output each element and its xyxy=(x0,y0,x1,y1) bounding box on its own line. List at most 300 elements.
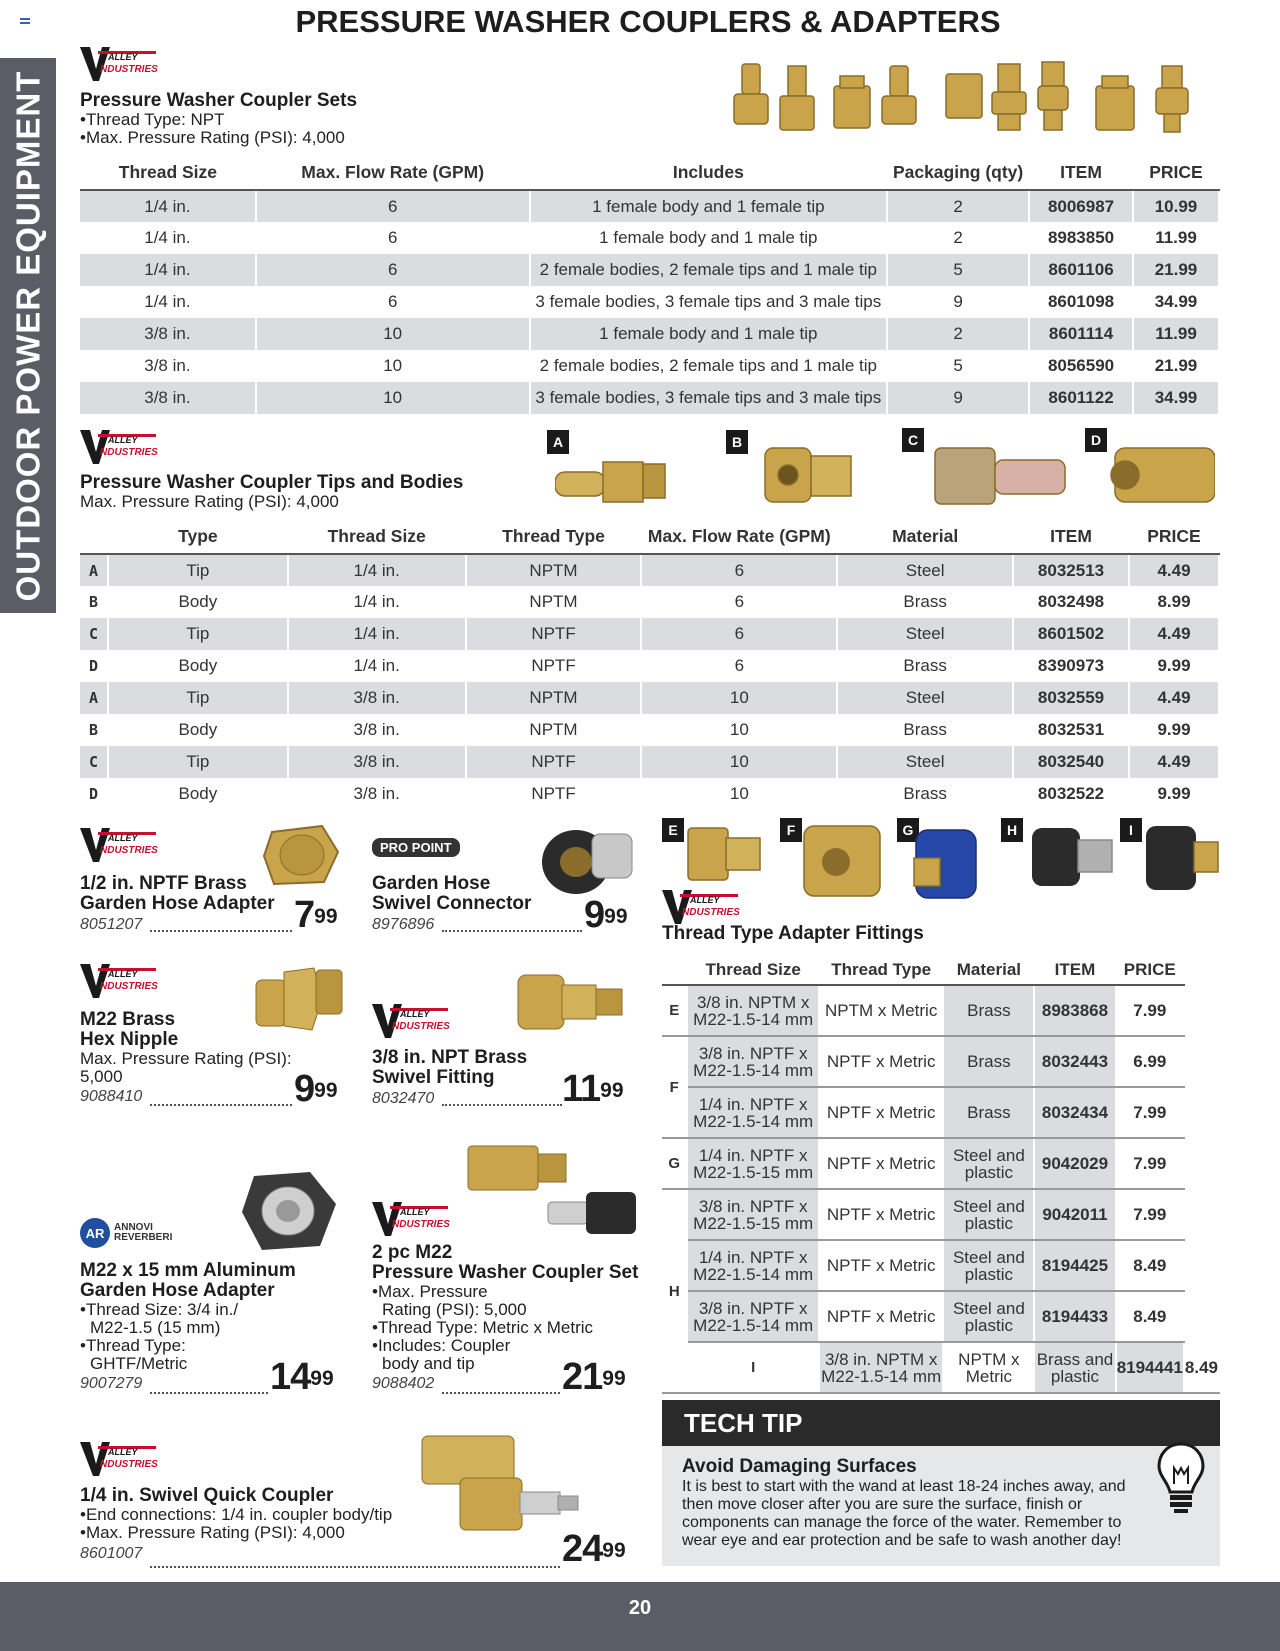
tips-bodies-title: Pressure Washer Coupler Tips and Bodies xyxy=(80,472,464,493)
table-cell: NPTF xyxy=(466,746,642,778)
table-cell: D xyxy=(80,778,108,810)
table-cell: 4.49 xyxy=(1129,682,1219,714)
product-title: 1/4 in. Swivel Quick Coupler xyxy=(80,1485,334,1506)
table-cell: NPTM xyxy=(466,586,642,618)
thread-adapters-table xyxy=(662,955,1220,1394)
table-cell: 8032522 xyxy=(1013,778,1129,810)
table-cell: 7.99 xyxy=(1116,1138,1184,1189)
table-cell: B xyxy=(80,586,108,618)
product-spec: body and tip xyxy=(382,1354,475,1373)
table-cell: 8032443 xyxy=(1034,1036,1115,1087)
brass-adapter-info xyxy=(80,874,275,934)
table-row xyxy=(662,1342,1219,1393)
table-cell: 8056590 xyxy=(1029,350,1133,382)
table-row xyxy=(80,554,1219,586)
product-spec: •Thread Size: 3/4 in./ xyxy=(80,1300,239,1319)
column-header: PRICE xyxy=(1116,955,1184,985)
table-header-row xyxy=(80,156,1219,190)
product-title: 2 pc M22 xyxy=(372,1242,453,1263)
table-cell: 1/4 in. xyxy=(80,286,256,318)
swivel-quick-coupler-info xyxy=(80,1486,392,1563)
product-title: Garden Hose xyxy=(372,873,491,894)
table-cell: NPTF x Metric xyxy=(819,1189,944,1240)
table-cell: Brass and plastic xyxy=(1034,1342,1115,1393)
tips-bodies-image xyxy=(555,440,1215,510)
aluminum-adapter-image xyxy=(240,1170,340,1252)
column-header: ITEM xyxy=(1029,156,1133,190)
table-row xyxy=(80,190,1219,222)
table-cell: C xyxy=(80,746,108,778)
table-cell: 8.99 xyxy=(1129,586,1219,618)
column-header: Thread Size xyxy=(687,955,818,985)
valley-industries-logo xyxy=(80,45,158,83)
annovi-reverberi-logo xyxy=(80,1218,173,1248)
table-cell: 11.99 xyxy=(1133,318,1219,350)
table-cell: 2 female bodies, 2 female tips and 1 male tip xyxy=(530,350,888,382)
table-cell: 8.49 xyxy=(1184,1342,1219,1393)
table-row xyxy=(662,985,1219,1036)
table-cell: 6 xyxy=(256,286,530,318)
table-cell: 1/4 in. xyxy=(288,554,466,586)
product-sku: 9088402 xyxy=(372,1375,435,1392)
image-label-i: I xyxy=(1120,818,1142,842)
table-cell: 10 xyxy=(256,318,530,350)
swivel-connector-image xyxy=(538,820,638,900)
svg-text:ALLEY: ALLEY xyxy=(108,52,138,62)
thread-adapters-title: Thread Type Adapter Fittings xyxy=(662,923,924,944)
table-cell: Steel xyxy=(837,746,1013,778)
table-cell: 6 xyxy=(256,190,530,222)
product-title: Garden Hose Adapter xyxy=(80,1280,275,1301)
coupler-sets-spec: •Thread Type: NPT xyxy=(80,110,225,129)
product-price: $21^{99}$ xyxy=(562,1356,626,1398)
coupler-sets-table xyxy=(80,156,1220,414)
product-spec: •End connections: 1/4 in. coupler body/tip xyxy=(80,1505,393,1524)
svg-text:ALLEY: ALLEY xyxy=(108,1447,138,1457)
svg-text:NDUSTRIES: NDUSTRIES xyxy=(100,447,158,458)
table-cell: 3/8 in. NPTF x M22-1.5-14 mm xyxy=(687,1291,818,1342)
table-cell: Steel and plastic xyxy=(943,1189,1034,1240)
table-cell: G xyxy=(662,1138,687,1189)
table-cell: 8.49 xyxy=(1116,1240,1184,1291)
product-sku: 8032470 xyxy=(372,1090,435,1107)
table-cell: 9 xyxy=(887,382,1029,414)
product-spec: •Max. Pressure Rating (PSI): 4,000 xyxy=(80,1523,345,1542)
product-price: $24^{99}$ xyxy=(562,1528,626,1570)
table-cell: NPTF x Metric xyxy=(819,1087,944,1138)
table-cell: 3/8 in. xyxy=(288,714,466,746)
table-cell: 6 xyxy=(256,254,530,286)
table-cell: NPTF x Metric xyxy=(819,1240,944,1291)
table-cell: 6 xyxy=(641,650,837,682)
coupler-sets-body xyxy=(80,190,1219,414)
table-cell: 3/8 in. xyxy=(80,318,256,350)
table-cell: 11.99 xyxy=(1133,222,1219,254)
column-header: Thread Size xyxy=(288,520,466,554)
product-price: $7^{99}$ xyxy=(294,894,338,936)
product-sku: 9007279 xyxy=(80,1375,143,1392)
column-header: Thread Type xyxy=(819,955,944,985)
table-cell: Brass xyxy=(837,650,1013,682)
table-cell: 1/4 in. xyxy=(288,650,466,682)
table-row xyxy=(80,254,1219,286)
side-tab xyxy=(0,58,56,613)
product-sku: 9088410 xyxy=(80,1088,143,1105)
table-cell: 1/4 in. xyxy=(80,190,256,222)
product-spec: •Thread Type: Metric x Metric xyxy=(372,1318,594,1337)
product-title: Garden Hose Adapter xyxy=(80,893,275,914)
table-cell: 8601106 xyxy=(1029,254,1133,286)
table-cell: H xyxy=(662,1189,687,1393)
tech-tip-heading: TECH TIP xyxy=(662,1400,1220,1446)
side-tab-label: OUTDOOR POWER EQUIPMENT xyxy=(9,70,46,601)
table-cell: Tip xyxy=(108,746,288,778)
svg-text:ALLEY: ALLEY xyxy=(108,969,138,979)
table-cell: NPTM x Metric xyxy=(819,985,944,1036)
table-cell: Tip xyxy=(108,682,288,714)
table-cell: 8.49 xyxy=(1116,1291,1184,1342)
column-header: Max. Flow Rate (GPM) xyxy=(641,520,837,554)
valley-industries-logo xyxy=(662,888,740,926)
table-cell: 8390973 xyxy=(1013,650,1129,682)
product-spec: •Max. Pressure xyxy=(372,1282,488,1301)
table-cell: 4.49 xyxy=(1129,618,1219,650)
table-cell: 8032531 xyxy=(1013,714,1129,746)
table-cell: 34.99 xyxy=(1133,382,1219,414)
table-cell: 8032513 xyxy=(1013,554,1129,586)
table-cell: 1 female body and 1 female tip xyxy=(530,190,888,222)
table-cell: 9.99 xyxy=(1129,650,1219,682)
svg-text:NDUSTRIES: NDUSTRIES xyxy=(100,845,158,856)
table-cell: 1/4 in. xyxy=(80,222,256,254)
svg-text:NDUSTRIES: NDUSTRIES xyxy=(100,981,158,992)
table-cell: 1 female body and 1 male tip xyxy=(530,318,888,350)
table-cell: NPTF x Metric xyxy=(819,1138,944,1189)
image-label-e: E xyxy=(662,818,684,842)
pro-point-logo: PRO POINT xyxy=(372,838,460,857)
product-price: $9^{99}$ xyxy=(294,1068,338,1110)
table-cell: NPTM xyxy=(466,682,642,714)
table-cell: C xyxy=(80,618,108,650)
table-cell: 8601502 xyxy=(1013,618,1129,650)
column-header: Type xyxy=(108,520,288,554)
table-cell: 4.49 xyxy=(1129,746,1219,778)
table-cell: Steel and plastic xyxy=(943,1291,1034,1342)
column-header: ITEM xyxy=(1034,955,1115,985)
table-cell: 21.99 xyxy=(1133,350,1219,382)
swivel-fitting-image xyxy=(516,965,626,1035)
table-cell: 8601098 xyxy=(1029,286,1133,318)
table-cell: 9042011 xyxy=(1034,1189,1115,1240)
product-title: Swivel Fitting xyxy=(372,1067,495,1088)
table-cell: Brass xyxy=(837,586,1013,618)
table-cell: 10.99 xyxy=(1133,190,1219,222)
table-cell: 21.99 xyxy=(1133,254,1219,286)
table-cell: 10 xyxy=(641,682,837,714)
table-cell: 8983850 xyxy=(1029,222,1133,254)
valley-industries-logo xyxy=(80,826,158,864)
table-cell: 8032559 xyxy=(1013,682,1129,714)
table-cell: 7.99 xyxy=(1116,1189,1184,1240)
table-cell: 8194425 xyxy=(1034,1240,1115,1291)
table-row xyxy=(80,318,1219,350)
table-cell: Steel and plastic xyxy=(943,1240,1034,1291)
product-price: $11^{99}$ xyxy=(562,1068,624,1110)
valley-industries-logo xyxy=(80,428,158,466)
swivel-quick-coupler-image xyxy=(420,1430,584,1540)
product-sku: 8051207 xyxy=(80,916,143,933)
table-cell: 5 xyxy=(887,350,1029,382)
lightbulb-icon xyxy=(1156,1440,1206,1516)
table-header-row xyxy=(80,520,1219,554)
table-cell: 9042029 xyxy=(1034,1138,1115,1189)
table-row xyxy=(662,1087,1219,1138)
table-cell: 8983868 xyxy=(1034,985,1115,1036)
coupler-sets-spec: •Max. Pressure Rating (PSI): 4,000 xyxy=(80,128,345,147)
svg-text:NDUSTRIES: NDUSTRIES xyxy=(100,1459,158,1470)
table-cell: 10 xyxy=(641,778,837,810)
table-row xyxy=(80,682,1219,714)
column-header: Thread Size xyxy=(80,156,256,190)
table-cell: 8194441 xyxy=(1116,1342,1184,1393)
product-price: $14^{99}$ xyxy=(270,1356,334,1398)
table-cell: Steel xyxy=(837,682,1013,714)
table-cell: F xyxy=(662,1036,687,1138)
coupler-set-fittings-image xyxy=(730,58,1200,148)
table-cell: 2 xyxy=(887,190,1029,222)
table-cell: 7.99 xyxy=(1116,1087,1184,1138)
image-label-h: H xyxy=(1001,818,1023,842)
image-label-b: B xyxy=(726,430,748,454)
table-cell: Tip xyxy=(108,554,288,586)
table-cell: 3/8 in. NPTF x M22-1.5-15 mm xyxy=(687,1189,818,1240)
table-cell: E xyxy=(662,985,687,1036)
image-label-d: D xyxy=(1085,428,1107,452)
table-row xyxy=(80,286,1219,318)
swivel-connector-info xyxy=(372,874,531,934)
column-header: ITEM xyxy=(1013,520,1129,554)
svg-text:NDUSTRIES: NDUSTRIES xyxy=(682,907,740,918)
table-row xyxy=(80,382,1219,414)
table-row xyxy=(80,778,1219,810)
table-cell: 4.49 xyxy=(1129,554,1219,586)
thread-adapter-image xyxy=(686,818,1220,904)
product-spec: •Thread Type: xyxy=(80,1336,186,1355)
tips-bodies-spec: Max. Pressure Rating (PSI): 4,000 xyxy=(80,492,339,511)
table-cell: A xyxy=(80,554,108,586)
aluminum-adapter-info xyxy=(80,1261,296,1393)
valley-industries-logo xyxy=(372,1002,450,1040)
product-title: 3/8 in. NPT Brass xyxy=(372,1047,528,1068)
table-cell: Steel and plastic xyxy=(943,1138,1034,1189)
product-spec: Max. Pressure Rating (PSI): xyxy=(80,1049,292,1068)
table-cell: 5 xyxy=(887,254,1029,286)
table-cell: 1/4 in. NPTF x M22-1.5-15 mm xyxy=(687,1138,818,1189)
tech-tip-body: It is best to start with the wand at least 18-24 inches away, and then move closer after you are sure the surface, finish or components can manage the force of the water. Remember to wear eye and ear protection and be safe to wash another day! xyxy=(682,1478,1126,1549)
product-title: Hex Nipple xyxy=(80,1029,179,1050)
table-row xyxy=(80,350,1219,382)
valley-industries-logo xyxy=(372,1200,450,1238)
table-row xyxy=(80,650,1219,682)
table-cell: 6 xyxy=(641,554,837,586)
image-label-c: C xyxy=(902,428,924,452)
table-cell: D xyxy=(80,650,108,682)
table-cell: NPTF x Metric xyxy=(819,1291,944,1342)
coupler-sets-title: Pressure Washer Coupler Sets xyxy=(80,90,358,111)
table-cell: 8032498 xyxy=(1013,586,1129,618)
table-cell: 3 female bodies, 3 female tips and 3 male tips xyxy=(530,286,888,318)
column-header: PRICE xyxy=(1129,520,1219,554)
table-cell: 6.99 xyxy=(1116,1036,1184,1087)
table-cell: Brass xyxy=(943,1087,1034,1138)
table-cell: 8032540 xyxy=(1013,746,1129,778)
table-cell: 1/4 in. xyxy=(288,586,466,618)
table-cell: Steel xyxy=(837,618,1013,650)
table-cell: 10 xyxy=(641,746,837,778)
table-cell: 10 xyxy=(256,350,530,382)
image-label-a: A xyxy=(547,430,569,454)
table-cell: 1/4 in. xyxy=(80,254,256,286)
table-cell: 1 female body and 1 male tip xyxy=(530,222,888,254)
product-title: Swivel Connector xyxy=(372,893,532,914)
column-header: Max. Flow Rate (GPM) xyxy=(256,156,530,190)
table-cell: 1/4 in. xyxy=(288,618,466,650)
table-cell: 2 xyxy=(887,222,1029,254)
page-footer xyxy=(0,1582,1280,1651)
table-cell: 9.99 xyxy=(1129,778,1219,810)
table-cell: I xyxy=(687,1342,818,1393)
product-spec: GHTF/Metric xyxy=(90,1354,188,1373)
coupler-sets-info xyxy=(80,91,357,147)
table-cell: 8194433 xyxy=(1034,1291,1115,1342)
product-title: M22 x 15 mm Aluminum xyxy=(80,1260,296,1281)
table-cell: NPTM xyxy=(466,714,642,746)
product-price: $9^{99}$ xyxy=(584,894,628,936)
valley-industries-logo xyxy=(80,1440,158,1478)
table-row xyxy=(662,1189,1219,1240)
hex-nipple-info xyxy=(80,1010,292,1106)
table-cell: Brass xyxy=(943,985,1034,1036)
table-cell: 3/8 in. xyxy=(80,350,256,382)
table-cell: 1/4 in. NPTF x M22-1.5-14 mm xyxy=(687,1087,818,1138)
svg-text:ALLEY: ALLEY xyxy=(108,833,138,843)
table-cell: 3/8 in. NPTF x M22-1.5-14 mm xyxy=(687,1036,818,1087)
table-cell: NPTF x Metric xyxy=(819,1036,944,1087)
table-cell: 3/8 in. xyxy=(288,746,466,778)
tips-bodies-info xyxy=(80,473,463,511)
image-label-f: F xyxy=(780,818,802,842)
table-cell: 7.99 xyxy=(1116,985,1184,1036)
column-header: Packaging (qty) xyxy=(887,156,1029,190)
table-cell: Body xyxy=(108,778,288,810)
svg-text:ALLEY: ALLEY xyxy=(108,435,138,445)
table-cell: 3/8 in. xyxy=(288,682,466,714)
table-row xyxy=(80,222,1219,254)
table-cell: NPTF xyxy=(466,778,642,810)
table-cell: 2 female bodies, 2 female tips and 1 male tip xyxy=(530,254,888,286)
table-cell: 3 female bodies, 3 female tips and 3 male tips xyxy=(530,382,888,414)
column-header: PRICE xyxy=(1133,156,1219,190)
annovi-mark: AR xyxy=(80,1218,110,1248)
product-spec: 5,000 xyxy=(80,1067,123,1086)
table-cell: Brass xyxy=(837,778,1013,810)
column-header: Material xyxy=(837,520,1013,554)
swivel-fitting-info xyxy=(372,1048,527,1108)
table-row xyxy=(80,714,1219,746)
product-title: M22 Brass xyxy=(80,1009,176,1030)
table-cell: 8601122 xyxy=(1029,382,1133,414)
column-header: Includes xyxy=(530,156,888,190)
table-row xyxy=(662,1138,1219,1189)
svg-text:NDUSTRIES: NDUSTRIES xyxy=(392,1021,450,1032)
tips-bodies-table xyxy=(80,520,1220,810)
table-row xyxy=(662,1240,1219,1291)
valley-industries-logo xyxy=(80,962,158,1000)
table-cell: 3/8 in. NPTM x M22-1.5-14 mm xyxy=(819,1342,944,1393)
tips-bodies-body xyxy=(80,554,1219,810)
thread-adapters-body xyxy=(662,985,1219,1393)
table-cell: A xyxy=(80,682,108,714)
table-cell: NPTF xyxy=(466,618,642,650)
coupler-set-2pc-image xyxy=(462,1140,642,1240)
table-cell: NPTF xyxy=(466,650,642,682)
table-row xyxy=(80,746,1219,778)
table-cell: 6 xyxy=(641,618,837,650)
table-row xyxy=(662,1036,1219,1087)
table-cell: Tip xyxy=(108,618,288,650)
page-number: 20 xyxy=(628,1597,652,1619)
table-header-row xyxy=(662,955,1219,985)
svg-text:NDUSTRIES: NDUSTRIES xyxy=(100,64,158,75)
svg-text:ALLEY: ALLEY xyxy=(400,1207,430,1217)
product-title: 1/2 in. NPTF Brass xyxy=(80,873,247,894)
table-cell: 1/4 in. NPTF x M22-1.5-14 mm xyxy=(687,1240,818,1291)
table-cell: NPTM xyxy=(466,554,642,586)
table-cell: Brass xyxy=(837,714,1013,746)
product-title: Pressure Washer Coupler Set xyxy=(372,1262,639,1283)
table-cell: 2 xyxy=(887,318,1029,350)
table-cell: 9 xyxy=(887,286,1029,318)
table-cell: 6 xyxy=(641,586,837,618)
table-cell: B xyxy=(80,714,108,746)
tech-tip xyxy=(662,1400,1220,1566)
table-cell: Body xyxy=(108,650,288,682)
table-row xyxy=(662,1291,1219,1342)
table-cell: 8032434 xyxy=(1034,1087,1115,1138)
product-sku: 8976896 xyxy=(372,916,435,933)
table-cell: Body xyxy=(108,714,288,746)
table-cell: Brass xyxy=(943,1036,1034,1087)
table-cell: 8601114 xyxy=(1029,318,1133,350)
product-spec: •Includes: Coupler xyxy=(372,1336,511,1355)
table-cell: 3/8 in. xyxy=(288,778,466,810)
image-label-g: G xyxy=(897,818,919,842)
table-row xyxy=(80,586,1219,618)
svg-text:NDUSTRIES: NDUSTRIES xyxy=(392,1219,450,1230)
product-spec: M22-1.5 (15 mm) xyxy=(90,1318,221,1337)
table-cell: 34.99 xyxy=(1133,286,1219,318)
table-cell: Body xyxy=(108,586,288,618)
product-spec: Rating (PSI): 5,000 xyxy=(382,1300,527,1319)
table-cell: Steel xyxy=(837,554,1013,586)
table-cell: NPTM x Metric xyxy=(943,1342,1034,1393)
column-header: Thread Type xyxy=(466,520,642,554)
svg-text:ALLEY: ALLEY xyxy=(690,895,720,905)
table-cell: 10 xyxy=(256,382,530,414)
product-sku: 8601007 xyxy=(80,1545,143,1562)
table-row xyxy=(80,618,1219,650)
column-header: Material xyxy=(943,955,1034,985)
